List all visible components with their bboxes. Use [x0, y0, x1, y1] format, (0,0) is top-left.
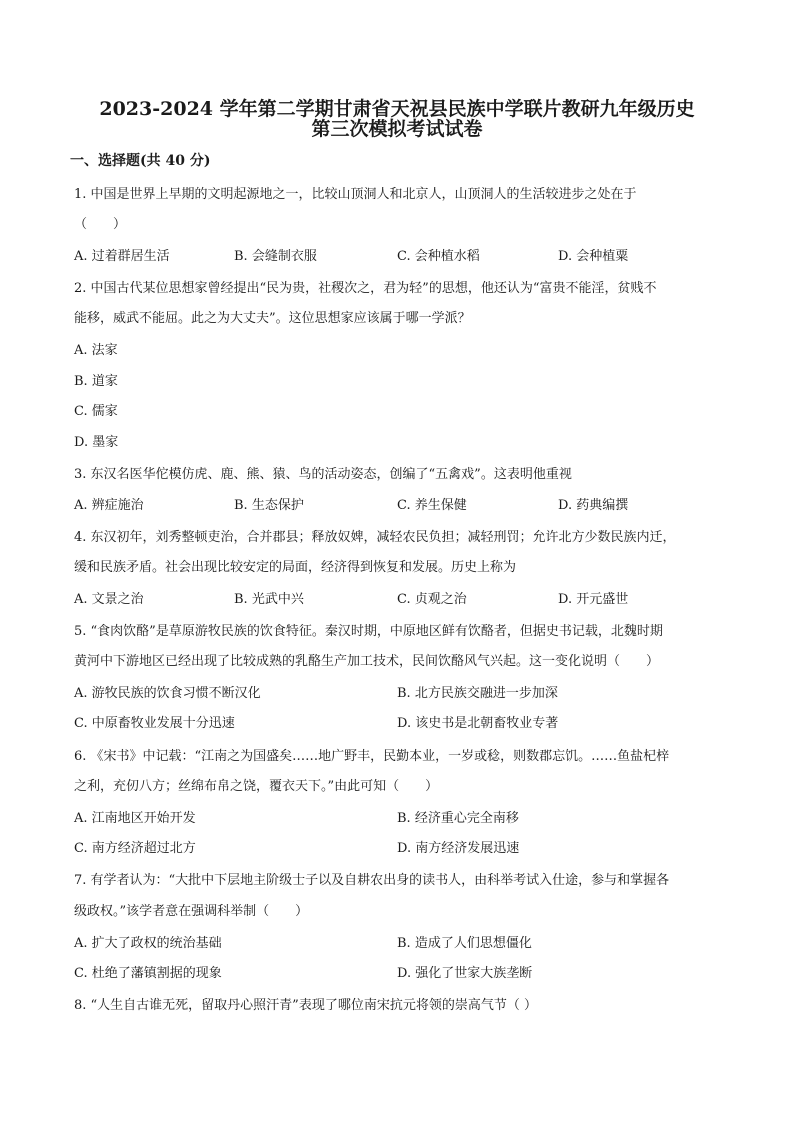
section-heading: 一、选择题(共 40 分)	[70, 153, 211, 169]
question-1-option-b: B. 会缝制衣服	[234, 249, 317, 264]
question-4-stem: 4. 东汉初年，刘秀整顿吏治，合并郡县；释放奴婢，减轻农民负担；减轻刑罚；允许北方少数民族内迁，	[74, 530, 676, 545]
question-3-option-b: B. 生态保护	[234, 498, 304, 513]
question-2-stem: 2. 中国古代某位思想家曾经提出“民为贵，社稷次之，君为轻”的思想，他还认为“富贵不能淫，贫贱不	[74, 281, 657, 296]
exam-title-line2: 第三次模拟考试试卷	[311, 118, 483, 140]
question-1-option-a: A. 过着群居生活	[74, 249, 170, 264]
question-4-option-c: C. 贞观之治	[397, 592, 467, 607]
question-6-stem: 6. 《宋书》中记载：“江南之为国盛矣……地广野丰，民勤本业，一岁或稔，则数郡忘饥。……鱼盐杞梓	[74, 749, 670, 764]
question-1-stem: 1. 中国是世界上早期的文明起源地之一，比较山顶洞人和北京人，山顶洞人的生活较进步之处在于	[74, 187, 637, 202]
question-8-stem: 8. “人生自古谁无死，留取丹心照汗青”表现了哪位南宋抗元将领的崇高气节（ ）	[74, 998, 537, 1013]
question-7-option-c: C. 杜绝了藩镇割据的现象	[74, 966, 222, 981]
question-6-option-b: B. 经济重心完全南移	[397, 811, 519, 826]
question-3-stem: 3. 东汉名医华佗模仿虎、鹿、熊、猿、鸟的活动姿态，创编了“五禽戏”。这表明他重视	[74, 467, 572, 482]
question-4-option-a: A. 文景之治	[74, 592, 144, 607]
question-4-stem-cont: 缓和民族矛盾。社会出现比较安定的局面，经济得到恢复和发展。历史上称为	[74, 560, 517, 575]
question-5-stem: 5. “食肉饮酪”是草原游牧民族的饮食特征。秦汉时期，中原地区鲜有饮酪者，但据史书记载，北魏时期	[74, 624, 663, 639]
question-5-option-a: A. 游牧民族的饮食习惯不断汉化	[74, 686, 261, 701]
question-6-option-a: A. 江南地区开始开发	[74, 811, 196, 826]
question-7-stem-cont: 级政权。”该学者意在强调科举制（ ）	[74, 904, 309, 919]
question-1-option-c: C. 会种植水稻	[397, 249, 480, 264]
question-5-option-c: C. 中原畜牧业发展十分迅速	[74, 716, 235, 731]
question-5-option-d: D. 该史书是北朝畜牧业专著	[397, 716, 559, 731]
question-5-stem-cont: 黄河中下游地区已经出现了比较成熟的乳酪生产加工技术，民间饮酪风气兴起。这一变化说明（ ）	[74, 654, 660, 669]
question-3-option-c: C. 养生保健	[397, 498, 467, 513]
question-2-option-d: D. 墨家	[74, 435, 119, 450]
question-7-option-a: A. 扩大了政权的统治基础	[74, 936, 222, 951]
question-5-option-b: B. 北方民族交融进一步加深	[397, 686, 558, 701]
question-2-option-b: B. 道家	[74, 374, 118, 389]
question-3-option-d: D. 药典编撰	[558, 498, 629, 513]
question-7-option-d: D. 强化了世家大族垄断	[397, 966, 533, 981]
question-3-option-a: A. 辨症施治	[74, 498, 144, 513]
question-4-option-b: B. 光武中兴	[234, 592, 304, 607]
question-6-option-d: D. 南方经济发展迅速	[397, 841, 520, 856]
question-4-option-d: D. 开元盛世	[558, 592, 629, 607]
exam-title-line1: 2023-2024 学年第二学期甘肃省天祝县民族中学联片教研九年级历史	[99, 98, 695, 120]
question-6-stem-cont: 之利，充仞八方；丝绵布帛之饶，覆衣天下。”由此可知（ ）	[74, 779, 439, 794]
question-6-option-c: C. 南方经济超过北方	[74, 841, 196, 856]
question-7-stem: 7. 有学者认为：“大批中下层地主阶级士子以及自耕农出身的读书人，由科举考试入仕途，参与和掌握各	[74, 873, 670, 888]
question-1-stem-cont: （ ）	[74, 217, 127, 232]
question-2-option-c: C. 儒家	[74, 404, 118, 419]
question-7-option-b: B. 造成了人们思想僵化	[397, 936, 532, 951]
question-2-stem-cont: 能移，威武不能屈。此之为大丈夫”。这位思想家应该属于哪一学派？	[74, 311, 471, 326]
question-1-option-d: D. 会种植粟	[558, 249, 629, 264]
question-2-option-a: A. 法家	[74, 343, 118, 358]
